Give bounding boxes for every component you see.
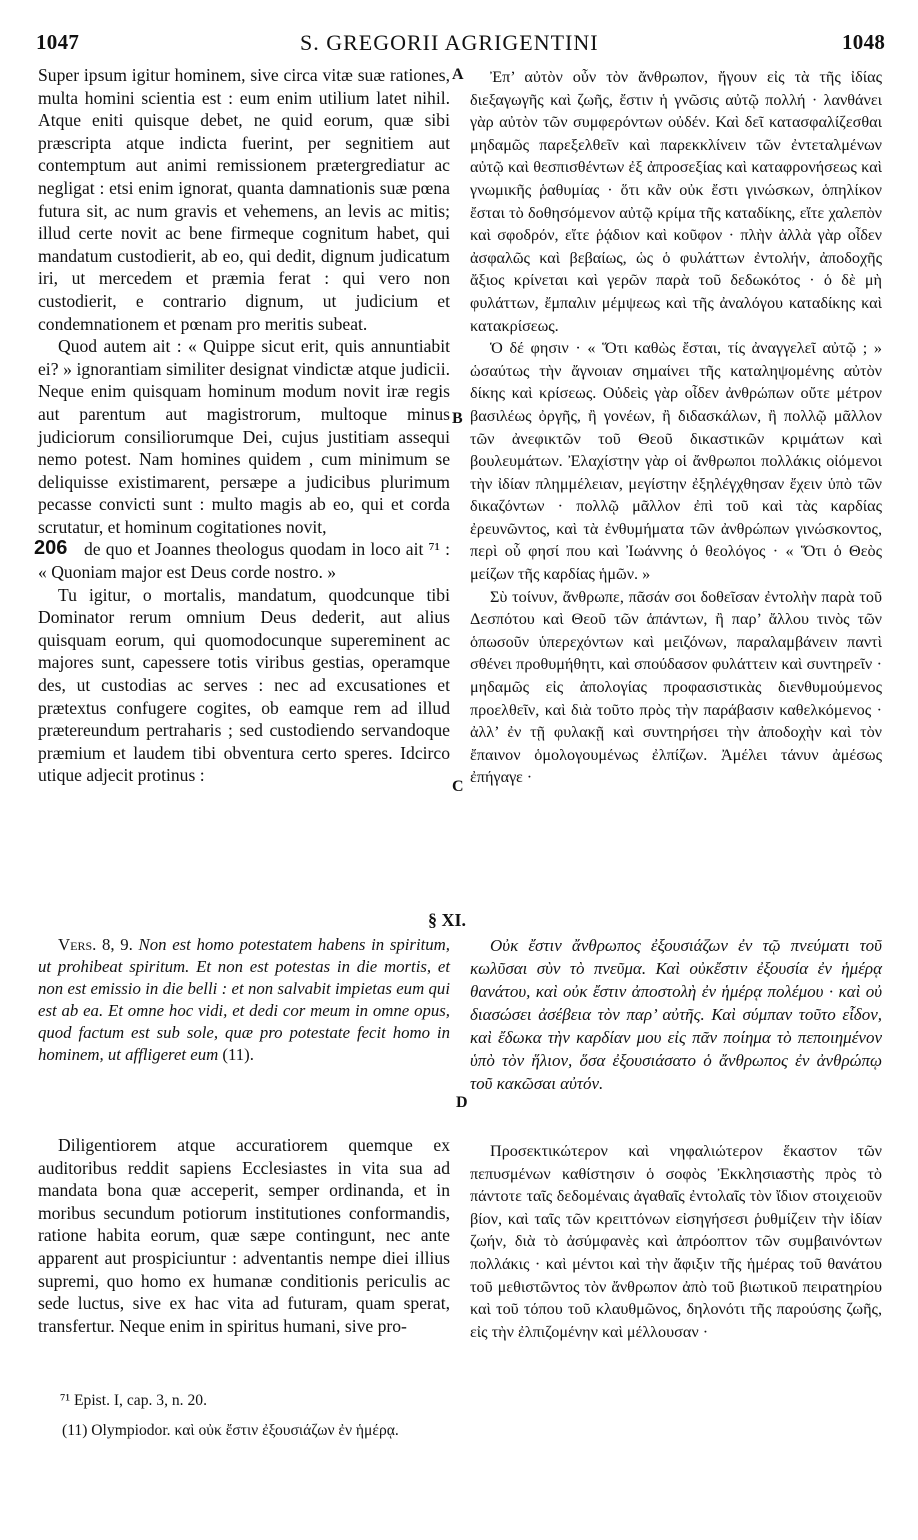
margin-letter-b: B: [452, 410, 463, 427]
latin-column-top: [34, 64, 450, 787]
greek-paragraph-1: Ἐπ’ αὐτὸν οὖν τὸν ἄνθρωπον, ἤγουν εἰς τὰ τῆς ἰδίας διεξαγωγῆς καὶ ζωῆς, ἔστιν ἡ γνῶσις αὐτῷ πολλή · λανθάνει γὰρ αὐτὸν τῶν συμφερόντων οὐδέν. Καὶ δεῖ κατασφαλίζεσθαι μηδαμῶς παρεξελθεῖν καὶ παρεκκλίνειν τῶν ἐντεταλμένων αὐτῷ καὶ θεσπισθέντων ἐξ ἀπροσεξίας καὶ καταφρονήσεως καὶ γνωμικῆς ῥαθυμίας · ὅτι κἂν οὐκ ἔστι γινώσκων, ὁπηλίκον ἔσται τὸ δοθησόμενον αὐτῷ κρίμα τῆς καταδίκης, εἴτε χαλεπὸν καὶ σφοδρόν, εἴτε ῥᾴδιον καὶ κοῦφον · πλὴν ἀλλὰ γὰρ οἶδεν ἀσφαλῶς καὶ βεβαίως, ὡς ὁ φυλάττων ἐντολήν, ἀποδοχῆς ἄξιος κρίνεται καὶ γερῶν παρὰ τοῦ δεδωκότος · ὁ δὲ μὴ φυλάττων, ἔμπαλιν μέμψεως καὶ τῆς ἀναλόγου καταδίκης καὶ κατακρίσεως.: [470, 68, 882, 335]
margin-letter-a: A: [452, 66, 464, 83]
running-title: S. GREGORII AGRIGENTINI: [300, 30, 599, 55]
page-number-left: 1047: [36, 30, 80, 54]
latin-paragraph-1: Super ipsum igitur hominem, sive circa vitæ suæ rationes, multa homini scientia est : eum enim utilium latet nihil. Atque eniti quisque debet, ne quid eorum, quæ sibi præscripta atque indicta fuerint, per segnitiem aut contemptum aut animi remissionem prætergrediatur ac negligat : etsi enim ignorat, quanta damnationis suæ pœna futura sit, ac num gravis et vehemens, an levis ac mitis; illud certe novit ac bene firmeque cognitum habet, qui mandatum custodierit, ab eo, qui dedit, dignum judicatum iri, ut mercedem et præmia ferat : qui vero non custodierit, e contrario dignum, ut judicium et condemnationem et pœnam pro meritis subeat.: [38, 65, 450, 334]
latin-verse-note: (11).: [222, 1045, 254, 1064]
latin-paragraph-2-end: [34, 537, 450, 583]
latin-paragraph-3: Tu igitur, o mortalis, mandatum, quodcunque tibi Dominator rerum omnium Deus dederit, aut alius quisquam eorum, qui quomodocunque supereminent ac majores sunt, capessere totis viribus gestias, operamque des, ut custodias ac serves : nec ad excusationes et prætextus confugere cogites, ob eamque rem ad illud prætereundum pertraharis ; sed custodiendo servandoque præmium et laudem tibi obventura certo speres. Idcirco utique adjecit protinus :: [38, 584, 450, 786]
greek-verse-text: Οὐκ ἔστιν ἄνθρωπος ἐξουσιάζων ἐν τῷ πνεύματι τοῦ κωλῦσαι σὺν τὸ πνεῦμα. Καὶ οὐκἔστιν ἐξουσία ἐν ἡμέρᾳ θανάτου, καὶ οὐκ ἔστιν ἀποστολὴ ἐν ἡμέρᾳ πολέμου · καὶ οὐ διασώσει ἀσέβεια τὸν παρ’ αὐτῆς. Καὶ σύμπαν τοῦτο εἶδον, καὶ ἔδωκα τὴν καρδίαν μου εἰς πᾶν ποίημα τὸ πεποιημένον ὑπὸ τὸν ἥλιον, ὅσα ἐξουσιάσατο ὁ ἄνθρωπος ἐν ἀνθρώπῳ τοῦ κακῶσαι αὐτόν.: [470, 936, 882, 1093]
latin-verse-text: [38, 934, 450, 1066]
latin-verse-body: Non est homo potestatem habens in spiritum, ut prohibeat spiritum. Et non est potestas in die mortis, et non est emissio in die belli : et non salvabit impietas eum qui est ab ea. Et omne hoc vidi, et dedi cor meum in omne opus, quod factum est sub sole, quæ pro potestate fecit homo in hominem, ut affligeret eum: [38, 935, 450, 1064]
latin-paragraph-2-end-text: de quo et Joannes theologus quodam in loco ait ⁷¹ : « Quoniam major est Deus corde nostro. »: [38, 539, 450, 583]
column-number: 206: [34, 537, 68, 560]
latin-column-bottom: [38, 1134, 450, 1337]
section-heading: § XI.: [428, 910, 467, 930]
page-number-right: 1048: [842, 30, 886, 54]
latin-paragraph-2: Quod autem ait : « Quippe sicut erit, quis annuntiabit ei? » ignorantiam similiter designat vindictæ atque judicii. Neque enim quisquam hominum modum novit iræ regis aut parentum aut magistrorum, multoque minus judiciorum consiliorumque Dei, cujus justitiam assequi nemo potest. Nam homines quidem , cum minimum se deliquisse existimarent, persæpe a judicibus plurimum pecasse convicti sunt : multo magis ab eo, qui et corda scrutatur, et hominum cogitationes novit,: [38, 336, 450, 537]
latin-paragraph-4: Diligentiorem atque accuratiorem quemque ex auditoribus reddit sapiens Ecclesiastes in vita sua ad mandata bona quæ acceperit, semper ordinanda, et in moribus secundum potiorum institutiones conformandis, ratione habita eorum, quæ sæpe contingunt, nec ante apparent aut prospiciuntur : adventantis nempe diei illius supremi, quo homo ex humanæ conditionis periculis ac sede luctus, sive ex hac vita ad futuram, quam sperat, transfertur. Neque enim in spiritus humani, sive pro-: [38, 1135, 450, 1336]
greek-paragraph-4: Προσεκτικώτερον καὶ νηφαλιώτερον ἕκαστον τῶν πεπυσμένων καθίστησιν ὁ σοφὸς Ἐκκλησιαστὴς πρὸς τὸ πάντοτε ταῖς δεδομέναις ἀγαθαῖς ἐντολαῖς τὸν ἴδιον στοιχειοῦν βίον, καὶ ταῖς τῶν κρειττόνων εἰσηγήσεσι ῥυθμίζειν τὴν ἰδίαν ζωήν, διὰ τὸ ἀσύμφανὲς καὶ ἀπρόοπτον τῶν συμβαινόντων πολλάκις · καὶ μέντοι καὶ τὴν ἄφιξιν τῆς ἡμέρας τοῦ θανάτου τοῦ μεθιστῶντος τὸν ἄνθρωπον ἀπὸ τοῦ βιωτικοῦ πειρατηρίου καὶ τοῦ τόπου τοῦ κλαυθμῶνος, δηλονότι τῆς παρούσης ζωῆς, εἰς τὴν ἐλπιζομένην καὶ μέλλουσαν ·: [470, 1142, 882, 1341]
greek-verse: [470, 934, 882, 1095]
latin-verse: [38, 934, 450, 1066]
latin-verse-label: Vers. 8, 9.: [58, 935, 133, 954]
footnote-1: ⁷¹ Epist. I, cap. 3, n. 20.: [60, 1392, 207, 1409]
greek-paragraph-3: Σὺ τοίνυν, ἄνθρωπε, πᾶσάν σοι δοθεῖσαν ἐντολὴν παρὰ τοῦ Δεσπότου καὶ Θεοῦ τῶν ἁπάντων, ἢ παρ’ ἄλλου τινὸς τῶν ὁπωσοῦν ὑπερεχόντων καὶ μειζόνων, παραλαμβάνειν παντὶ σθένει προθυμήθητι, καὶ σπούδασον φυλάττειν καὶ συντηρεῖν · μηδαμῶς εἰς ἀπολογίας προφασιστικὰς διενθυμούμενος προελθεῖν, καὶ διὰ τοῦτο πρὸς τὴν παράβασιν καθελκόμενος · ἀλλ’ ἐν τῇ φυλακῇ καὶ συντηρήσει τὴν ἀποδοχὴν καὶ τὸν ἔπαινον ὁμολογουμένως ἐλπίζων. Ἀμέλει τάνυν ἀμέσως ἐπήγαγε ·: [470, 587, 882, 787]
margin-letter-d: D: [456, 1094, 468, 1111]
greek-paragraph-2: Ὁ δέ φησιν · « Ὅτι καθὼς ἔσται, τίς ἀναγγελεῖ αὐτῷ ; » ὡσαύτως τὴν ἄγνοιαν σημαίνει τῆς καταληψομένης αὐτὸν δίκης καὶ κρίσεως. Οὐδεὶς γὰρ οἶδεν ἀνθρώπων οὔτε μέτρον βασιλέως ὀργῆς, ἢ γονέων, ἢ διδασκάλων, ἢ πολλῷ μᾶλλον τῶν ἀνεφικτῶν τοῦ Θεοῦ δικαστικῶν κριμάτων καὶ βουλευμάτων. Ἐλαχίστην γὰρ οἱ ἄνθρωποι πολλάκις οἰόμενοι τὴν ἰδίαν πλημμέλειαν, μεγίστην ἐξηλέγχθησαν ἔχειν ὑπὸ τῶν δικαζόντων · πολλῷ μᾶλλον ἐπὶ τοῦ καὶ τὰς καρδίας ἐρευνῶντος, καὶ τὰ ἐνθυμήματα τῶν ἀνθρώπων γινώσκοντος, περὶ οὗ φησί που καὶ Ἰωάννης ὁ θεολόγος · « Ὅτι ὁ Θεὸς μείζων τῆς καρδίας ἡμῶν. »: [470, 339, 882, 584]
footnote-2: (11) Olympiodor. καὶ οὐκ ἔστιν ἐξουσιάζων ἐν ἡμέρᾳ.: [62, 1422, 399, 1439]
greek-column-bottom: [470, 1140, 882, 1343]
margin-letter-c: C: [452, 778, 464, 795]
greek-column-top: [470, 66, 882, 789]
